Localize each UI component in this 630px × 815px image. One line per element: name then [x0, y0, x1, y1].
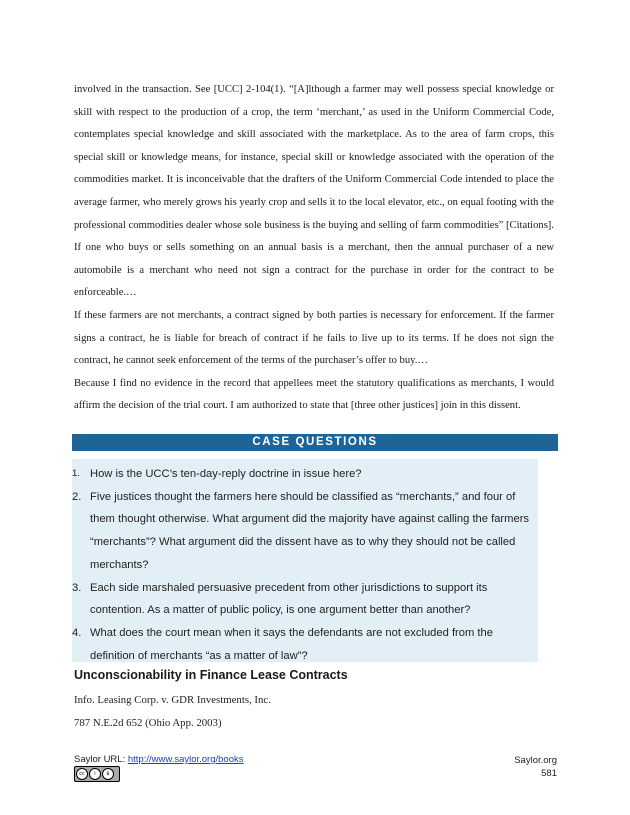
list-item	[72, 486, 534, 577]
creative-commons-icon[interactable]	[74, 766, 120, 782]
question-number: 2.	[72, 490, 82, 503]
case-questions-header: CASE QUESTIONS	[72, 434, 558, 451]
question-text: Five justices thought the farmers here should be classified as “merchants,” and four of them thought otherwise. What argument did the majority have against calling the farmers “merchants”? What argument did the dissent have as to why they should not be called merchants?	[90, 490, 530, 571]
case-questions-box	[72, 459, 538, 662]
footer-url-label: Saylor URL:	[74, 754, 128, 765]
question-number: 1.	[72, 468, 80, 479]
nc-icon: $	[102, 768, 114, 780]
dissent-body-text	[74, 79, 554, 418]
case-questions-list	[72, 463, 534, 667]
case-citation: 787 N.E.2d 652 (Ohio App. 2003)	[74, 717, 222, 729]
list-item	[72, 463, 534, 486]
section-heading: Unconscionability in Finance Lease Contracts	[74, 668, 348, 682]
list-item	[72, 577, 534, 622]
saylor-books-link[interactable]: http://www.saylor.org/books	[127, 754, 244, 765]
footer-right	[514, 754, 557, 780]
body-paragraph-2: If these farmers are not merchants, a contract signed by both parties is necessary for enforcement. If the farmer signs a contract, he is liable for breach of contract if he fails to live up to its terms. If he does not sign the contract, he cannot seek enforcement of the terms of the purchaser’s offer to buy.…	[74, 309, 554, 367]
by-icon: i	[89, 768, 101, 780]
question-text: How is the UCC’s ten-day-reply doctrine in issue here?	[90, 468, 362, 480]
footer-site: Saylor.org	[514, 755, 557, 766]
body-paragraph-1: involved in the transaction. See [UCC] 2-104(1). “[A]lthough a farmer may well possess special knowledge or skill with respect to the production of a crop, the term ‘merchant,’ as used in the Uniform Commercial Code, contemplates special knowledge and skill associated with the marketplace. As to the area of farm crops, this special skill or knowledge means, for instance, special skill or knowledge associated with the operation of the commodities market. It is inconceivable that the drafters of the Uniform Commercial Code intended to place the average farmer, who merely grows his yearly crop and sells it to the local elevator, etc., on equal footing with the professional commodities dealer whose sole business is the buying and selling of farm commodities” [Citations]. If one who buys or sells something on an annual basis is a merchant, then the annual purchaser of a new automobile is a merchant who need not sign a contract for the purchase in order for the contract to be enforceable.…	[74, 84, 554, 299]
page-number: 581	[541, 768, 557, 779]
question-number: 3.	[72, 581, 82, 594]
case-name: Info. Leasing Corp. v. GDR Investments, Inc.	[74, 694, 271, 706]
cc-icon: cc	[76, 768, 88, 780]
question-text: Each side marshaled persuasive precedent from other jurisdictions to support its contention. As a matter of public policy, is one argument better than another?	[90, 581, 488, 617]
footer-url	[74, 754, 244, 765]
body-paragraph-3: Because I find no evidence in the record that appellees meet the statutory qualifications as merchants, I would affirm the decision of the trial court. I am authorized to state that [three other justices] join in this dissent.	[74, 377, 554, 412]
question-text: What does the court mean when it says the defendants are not excluded from the definition of merchants “as a matter of law”?	[90, 626, 493, 662]
question-number: 4.	[72, 626, 82, 639]
list-item	[72, 622, 534, 667]
